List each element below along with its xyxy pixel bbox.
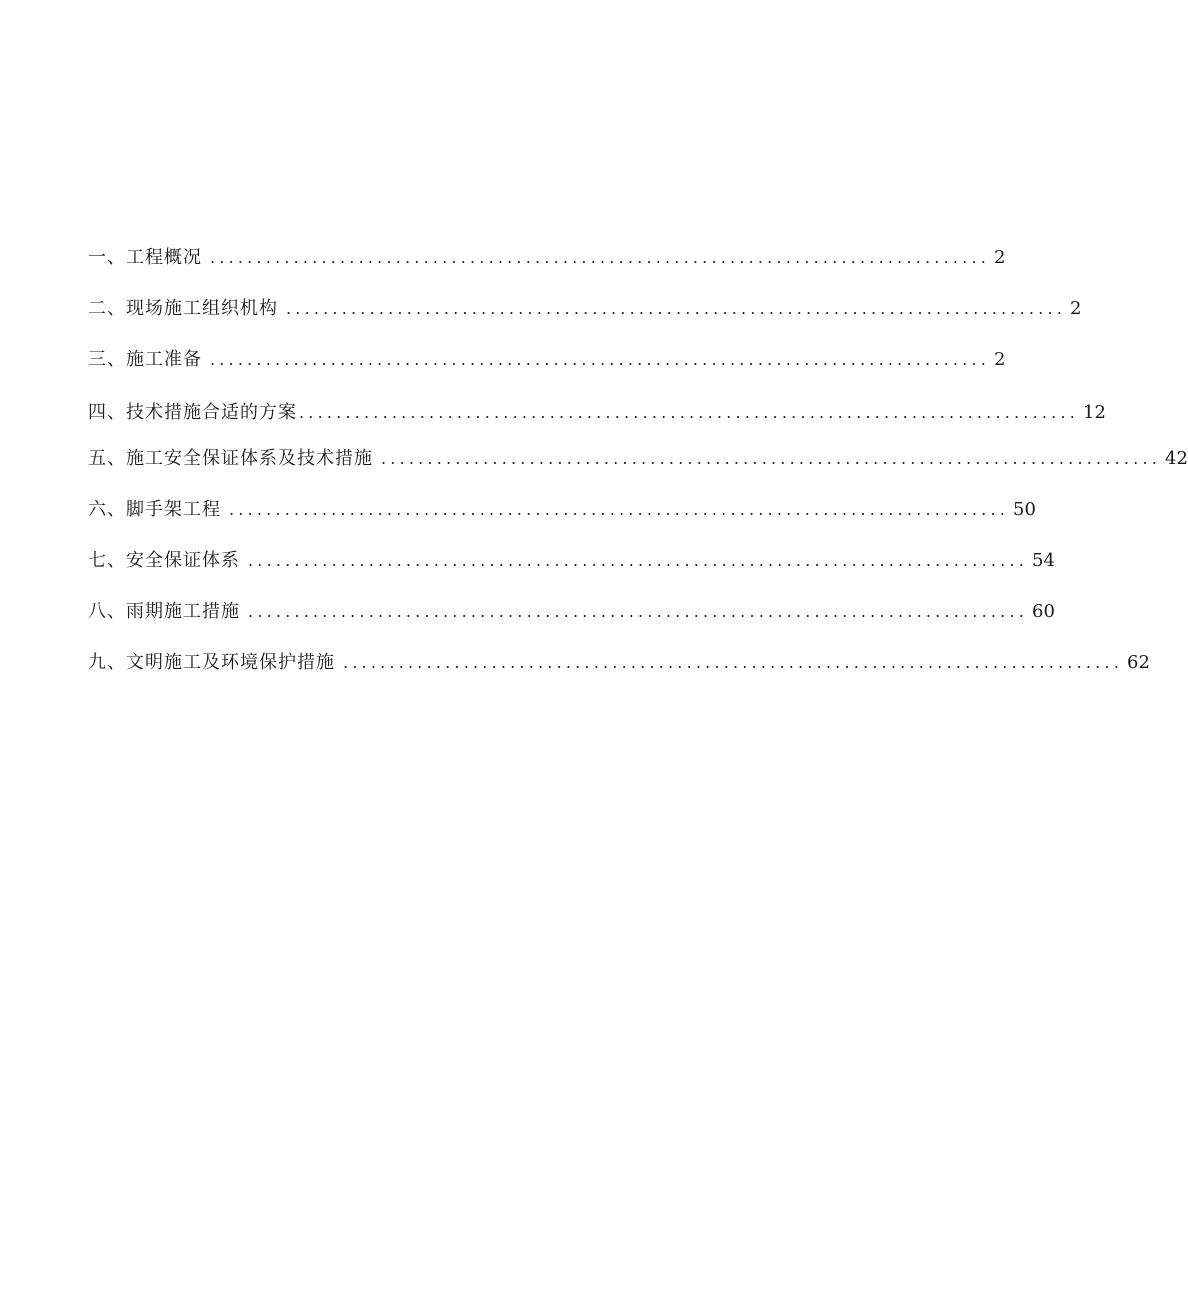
toc-entry-page: 42 bbox=[1165, 448, 1188, 469]
toc-entry-page: 2 bbox=[994, 247, 1006, 268]
toc-entry-title: 工程概况 bbox=[126, 247, 202, 268]
toc-entry-title: 文明施工及环境保护措施 bbox=[126, 652, 335, 673]
toc-dot-leader: .................................................................................... bbox=[381, 449, 1162, 468]
toc-entry-9[interactable] bbox=[88, 649, 1150, 700]
toc-dot-leader: .................................................................................... bbox=[210, 350, 991, 369]
toc-entry-title: 施工安全保证体系及技术措施 bbox=[126, 448, 373, 469]
toc-entry-1[interactable] bbox=[88, 244, 1006, 295]
toc-dot-leader: .................................................................................... bbox=[248, 551, 1029, 570]
toc-dot-leader: .................................................................................... bbox=[286, 299, 1067, 318]
toc-entry-title: 现场施工组织机构 bbox=[126, 298, 278, 319]
toc-entry-page: 60 bbox=[1032, 601, 1055, 622]
toc-entry-title: 雨期施工措施 bbox=[126, 601, 240, 622]
toc-entry-number: 一、 bbox=[88, 247, 126, 268]
toc-dot-leader: .................................................................................... bbox=[343, 653, 1124, 672]
toc-entry-number: 三、 bbox=[88, 349, 126, 370]
toc-entry-page: 2 bbox=[994, 349, 1006, 370]
toc-entry-7[interactable] bbox=[88, 547, 1055, 598]
toc-dot-leader: .................................................................................... bbox=[299, 403, 1080, 422]
toc-entry-page: 12 bbox=[1083, 402, 1106, 423]
toc-entry-4[interactable] bbox=[88, 399, 1106, 445]
toc-entry-page: 2 bbox=[1070, 298, 1082, 319]
toc-entry-number: 二、 bbox=[88, 298, 126, 319]
toc-entry-number: 七、 bbox=[88, 550, 126, 571]
toc-entry-number: 八、 bbox=[88, 601, 126, 622]
toc-entry-title: 技术措施合适的方案 bbox=[126, 402, 297, 423]
toc-entry-number: 四、 bbox=[88, 402, 126, 423]
toc-dot-leader: .................................................................................... bbox=[248, 602, 1029, 621]
toc-entry-2[interactable] bbox=[88, 295, 1082, 346]
table-of-contents bbox=[88, 244, 1188, 700]
toc-entry-5[interactable] bbox=[88, 445, 1188, 496]
toc-entry-number: 六、 bbox=[88, 499, 126, 520]
toc-entry-page: 50 bbox=[1013, 499, 1036, 520]
toc-entry-page: 54 bbox=[1032, 550, 1055, 571]
toc-entry-page: 62 bbox=[1127, 652, 1150, 673]
toc-entry-6[interactable] bbox=[88, 496, 1036, 547]
toc-entry-title: 施工准备 bbox=[126, 349, 202, 370]
toc-dot-leader: .................................................................................... bbox=[229, 500, 1010, 519]
toc-entry-number: 五、 bbox=[88, 448, 126, 469]
toc-entry-number: 九、 bbox=[88, 652, 126, 673]
toc-entry-title: 脚手架工程 bbox=[126, 499, 221, 520]
toc-entry-8[interactable] bbox=[88, 598, 1055, 649]
toc-entry-3[interactable] bbox=[88, 346, 1006, 397]
toc-entry-title: 安全保证体系 bbox=[126, 550, 240, 571]
toc-dot-leader: .................................................................................... bbox=[210, 248, 991, 267]
